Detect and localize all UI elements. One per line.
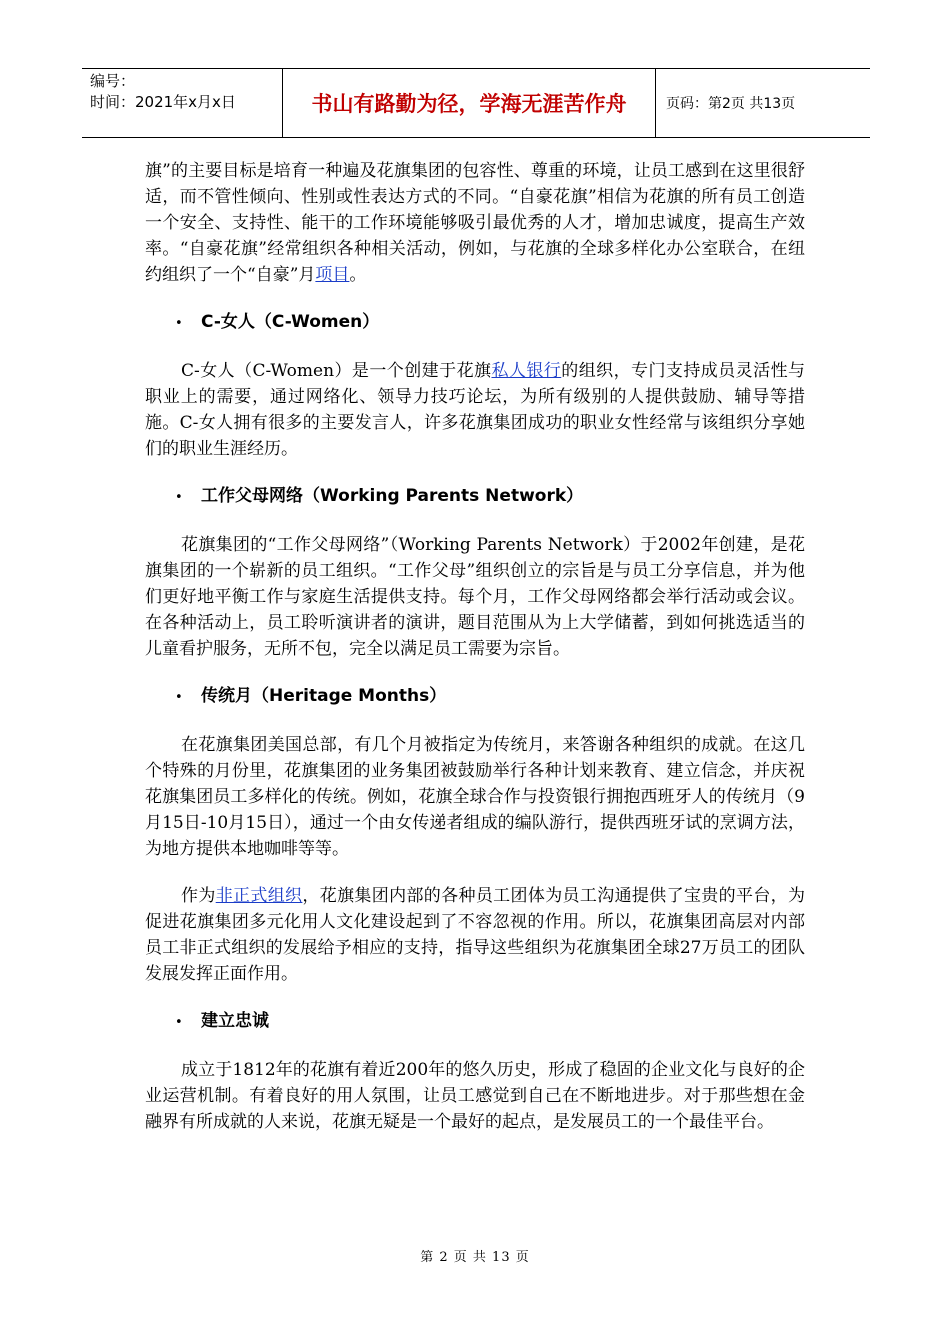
header-meta xyxy=(82,69,283,137)
link-private-bank[interactable]: 私人银行 xyxy=(491,361,562,381)
page-header xyxy=(82,68,870,138)
bullet-icon: • xyxy=(175,316,183,331)
link-informal-organization[interactable]: 非正式组织 xyxy=(215,886,303,906)
header-page-info: 页码：第2页 共13页 xyxy=(666,96,796,112)
section-heading-working-parents xyxy=(175,483,805,511)
paragraph-informal-organization xyxy=(145,883,805,987)
section-heading-build-loyalty xyxy=(175,1008,805,1036)
heading-text: C-女人（C-Women） xyxy=(201,312,380,332)
paragraph-text: ，花旗集团内部的各种员工团体为员工沟通提供了宝贵的平台，为促进花旗集团多元化用人文化建设起到了不容忽视的作用。所以，花旗集团高层对内部员工非正式组织的发展给予相应的支持，指导这些组织为花旗集团全球27万员工的团队发展发挥正面作用。 xyxy=(145,886,806,984)
bullet-icon: • xyxy=(175,1015,183,1030)
link-project[interactable]: 项目 xyxy=(315,265,350,285)
heading-text: 传统月（Heritage Months） xyxy=(201,686,447,706)
document-number-label: 编号： xyxy=(90,72,136,90)
paragraph-text: 旗”的主要目标是培育一种遍及花旗集团的包容性、尊重的环境，让员工感到在这里很舒适，而不管性倾向、性别或性表达方式的不同。“自豪花旗”相信为花旗的所有员工创造一个安全、支持性、能干的工作环境能够吸引最优秀的人才，增加忠诚度，提高生产效率。“自豪花旗”经常组织各种相关活动，例如，与花旗的全球多样化办公室联合，在纽约组织了一个“自豪”月 xyxy=(145,161,805,285)
paragraph-text: 作为 xyxy=(181,886,216,906)
paragraph-text: 的组织，专门支持成员灵活性与职业上的需要，通过网络化、领导力技巧论坛，为所有级别的人提供鼓励、辅导等措施。C-女人拥有很多的主要发言人，许多花旗集团成功的职业女性经常与该组织分享她们的职业生涯经历。 xyxy=(145,361,806,459)
document-body xyxy=(145,158,805,1135)
paragraph-proud-citi xyxy=(145,158,805,288)
section-heading-heritage-months xyxy=(175,683,805,711)
paragraph-c-women xyxy=(145,358,805,462)
heading-text: 建立忠诚 xyxy=(201,1011,269,1031)
page-footer: 第 2 页 共 13 页 xyxy=(420,1250,530,1265)
paragraph-heritage-months: 在花旗集团美国总部，有几个月被指定为传统月，来答谢各种组织的成就。在这几个特殊的月份里，花旗集团的业务集团被鼓励举行各种计划来教育、建立信念，并庆祝花旗集团员工多样化的传统。例如，花旗全球合作与投资银行拥抱西班牙人的传统月（9月15日-10月15日），通过一个由女传递者组成的编队游行，提供西班牙试的烹调方法，为地方提供本地咖啡等等。 xyxy=(145,735,805,859)
paragraph-working-parents: 花旗集团的“工作父母网络”（Working Parents Network）于2002年创建，是花旗集团的一个崭新的员工组织。“工作父母”组织创立的宗旨是与员工分享信息，并为他们更好地平衡工作与家庭生活提供支持。每个月，工作父母网络都会举行活动或会议。在各种活动上，员工聆听演讲者的演讲，题目范围从为上大学储蓄，到如何挑选适当的儿童看护服务，无所不包，完全以满足员工需要为宗旨。 xyxy=(145,535,805,659)
bullet-icon: • xyxy=(175,490,183,505)
document-date: 时间：2021年x月x日 xyxy=(90,93,236,111)
section-heading-c-women xyxy=(175,309,805,337)
bullet-icon: • xyxy=(175,690,183,705)
paragraph-build-loyalty: 成立于1812年的花旗有着近200年的悠久历史，形成了稳固的企业文化与良好的企业运营机制。有着良好的用人氛围，让员工感觉到自己在不断地进步。对于那些想在金融界有所成就的人来说，花旗无疑是一个最好的起点，是发展员工的一个最佳平台。 xyxy=(145,1060,805,1132)
paragraph-text: C-女人（C-Women）是一个创建于花旗 xyxy=(181,361,492,381)
paragraph-text: 。 xyxy=(349,265,367,285)
heading-text: 工作父母网络（Working Parents Network） xyxy=(201,486,584,506)
header-motto: 书山有路勤为径，学海无涯苦作舟 xyxy=(283,69,656,137)
